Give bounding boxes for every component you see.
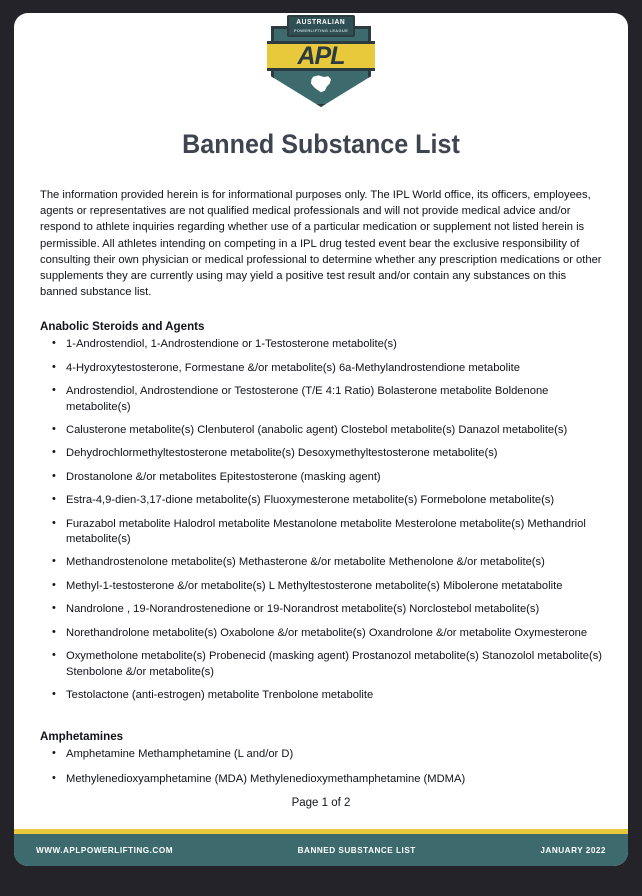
disclaimer-text: The information provided herein is for informational purposes only. The IPL World office, its officers, employees, agents or representatives are not qualified medical professionals and will not provide medical advice and/or respond to athlete inquiries regarding whether use of a particular medication or supplement not listed herein is permissible. All athletes intending on competing in a IPL drug tested event bear the exclusive responsibility of consulting their own physician or medical professional to determine whether any prescription medications or other supplements they are currently using may yield a positive test result and/or contain any substances on this banned substance list. xyxy=(40,189,602,299)
apl-logo xyxy=(34,13,608,107)
footer-date: JANUARY 2022 xyxy=(540,845,606,855)
list-item: • Dehydrochlormethyltestosterone metabolite(s) Desoxymethyltestosterone metabolite(s) xyxy=(40,446,602,461)
logo-wordmark-band xyxy=(267,41,375,71)
document-footer xyxy=(14,834,628,866)
list-item: • Furazabol metabolite Halodrol metabolite Mestanolone metabolite Mesterolone metabolite(s) Methandriol metabolite(s) xyxy=(40,517,602,548)
section-amphetamines xyxy=(34,730,608,787)
apl-logo-mark xyxy=(265,15,377,107)
list-item: • 1-Androstendiol, 1-Androstendione or 1-Testosterone metabolite(s) xyxy=(40,337,602,352)
list-item: • Estra-4,9-dien-3,17-dione metabolite(s) Fluoxymesterone metabolite(s) Formebolone metabolite(s) xyxy=(40,493,602,508)
list-item: • Methandrostenolone metabolite(s) Methasterone &/or metabolite Methenolone &/or metabolite(s) xyxy=(40,555,602,570)
list-item: • Methyl-1-testosterone &/or metabolite(s) L Methyltestosterone metabolite(s) Mibolerone metatabolite xyxy=(40,579,602,594)
list-item: • Androstendiol, Androstendione or Testosterone (T/E 4:1 Ratio) Bolasterone metabolite Boldenone metabolite(s) xyxy=(40,384,602,415)
document-body xyxy=(14,13,628,829)
list-item: • Drostanolone &/or metabolites Epitestosterone (masking agent) xyxy=(40,470,602,485)
footer-title: BANNED SUBSTANCE LIST xyxy=(297,845,416,855)
substance-list xyxy=(40,337,602,703)
substance-list xyxy=(40,747,602,787)
list-item: • Calusterone metabolite(s) Clenbuterol (anabolic agent) Clostebol metabolite(s) Danazol metabolite(s) xyxy=(40,423,602,438)
list-item: • Nandrolone , 19-Norandrostenedione or 19-Norandrost metabolite(s) Norclostebol metabolite(s) xyxy=(40,602,602,617)
page-title: Banned Substance List xyxy=(182,129,460,159)
list-item: • 4-Hydroxytestosterone, Formestane &/or metabolite(s) 6a-Methylandrostendione metabolite xyxy=(40,361,602,376)
list-item: • Norethandrolone metabolite(s) Oxabolone &/or metabolite(s) Oxandrolone &/or metabolite Oxymesterone xyxy=(40,626,602,641)
section-heading: Anabolic Steroids and Agents xyxy=(40,320,205,334)
document-page xyxy=(14,13,628,866)
list-item: • Methylenedioxyamphetamine (MDA) Methylenedioxymethamphetamine (MDMA) xyxy=(40,772,602,787)
section-anabolic-steroids-and-agents xyxy=(34,320,608,703)
footer-website[interactable]: WWW.APLPOWERLIFTING.COM xyxy=(36,845,174,855)
list-item: • Oxymetholone metabolite(s) Probenecid (masking agent) Prostanozol metabolite(s) Stanozolol metabolite(s) Stenbolone &/or metabolite(s) xyxy=(40,649,602,680)
logo-banner-top-text: AUSTRALIAN xyxy=(296,18,346,26)
list-item: • Amphetamine Methamphetamine (L and/or D) xyxy=(40,747,602,762)
logo-wordmark-text: APL xyxy=(297,41,345,70)
logo-banner xyxy=(287,15,355,37)
page-number: Page 1 of 2 xyxy=(291,797,351,809)
section-heading: Amphetamines xyxy=(40,730,124,744)
logo-banner-sub-text: POWERLIFTING LEAGUE xyxy=(293,27,349,33)
list-item: • Testolactone (anti-estrogen) metabolite Trenbolone metabolite xyxy=(40,688,602,703)
